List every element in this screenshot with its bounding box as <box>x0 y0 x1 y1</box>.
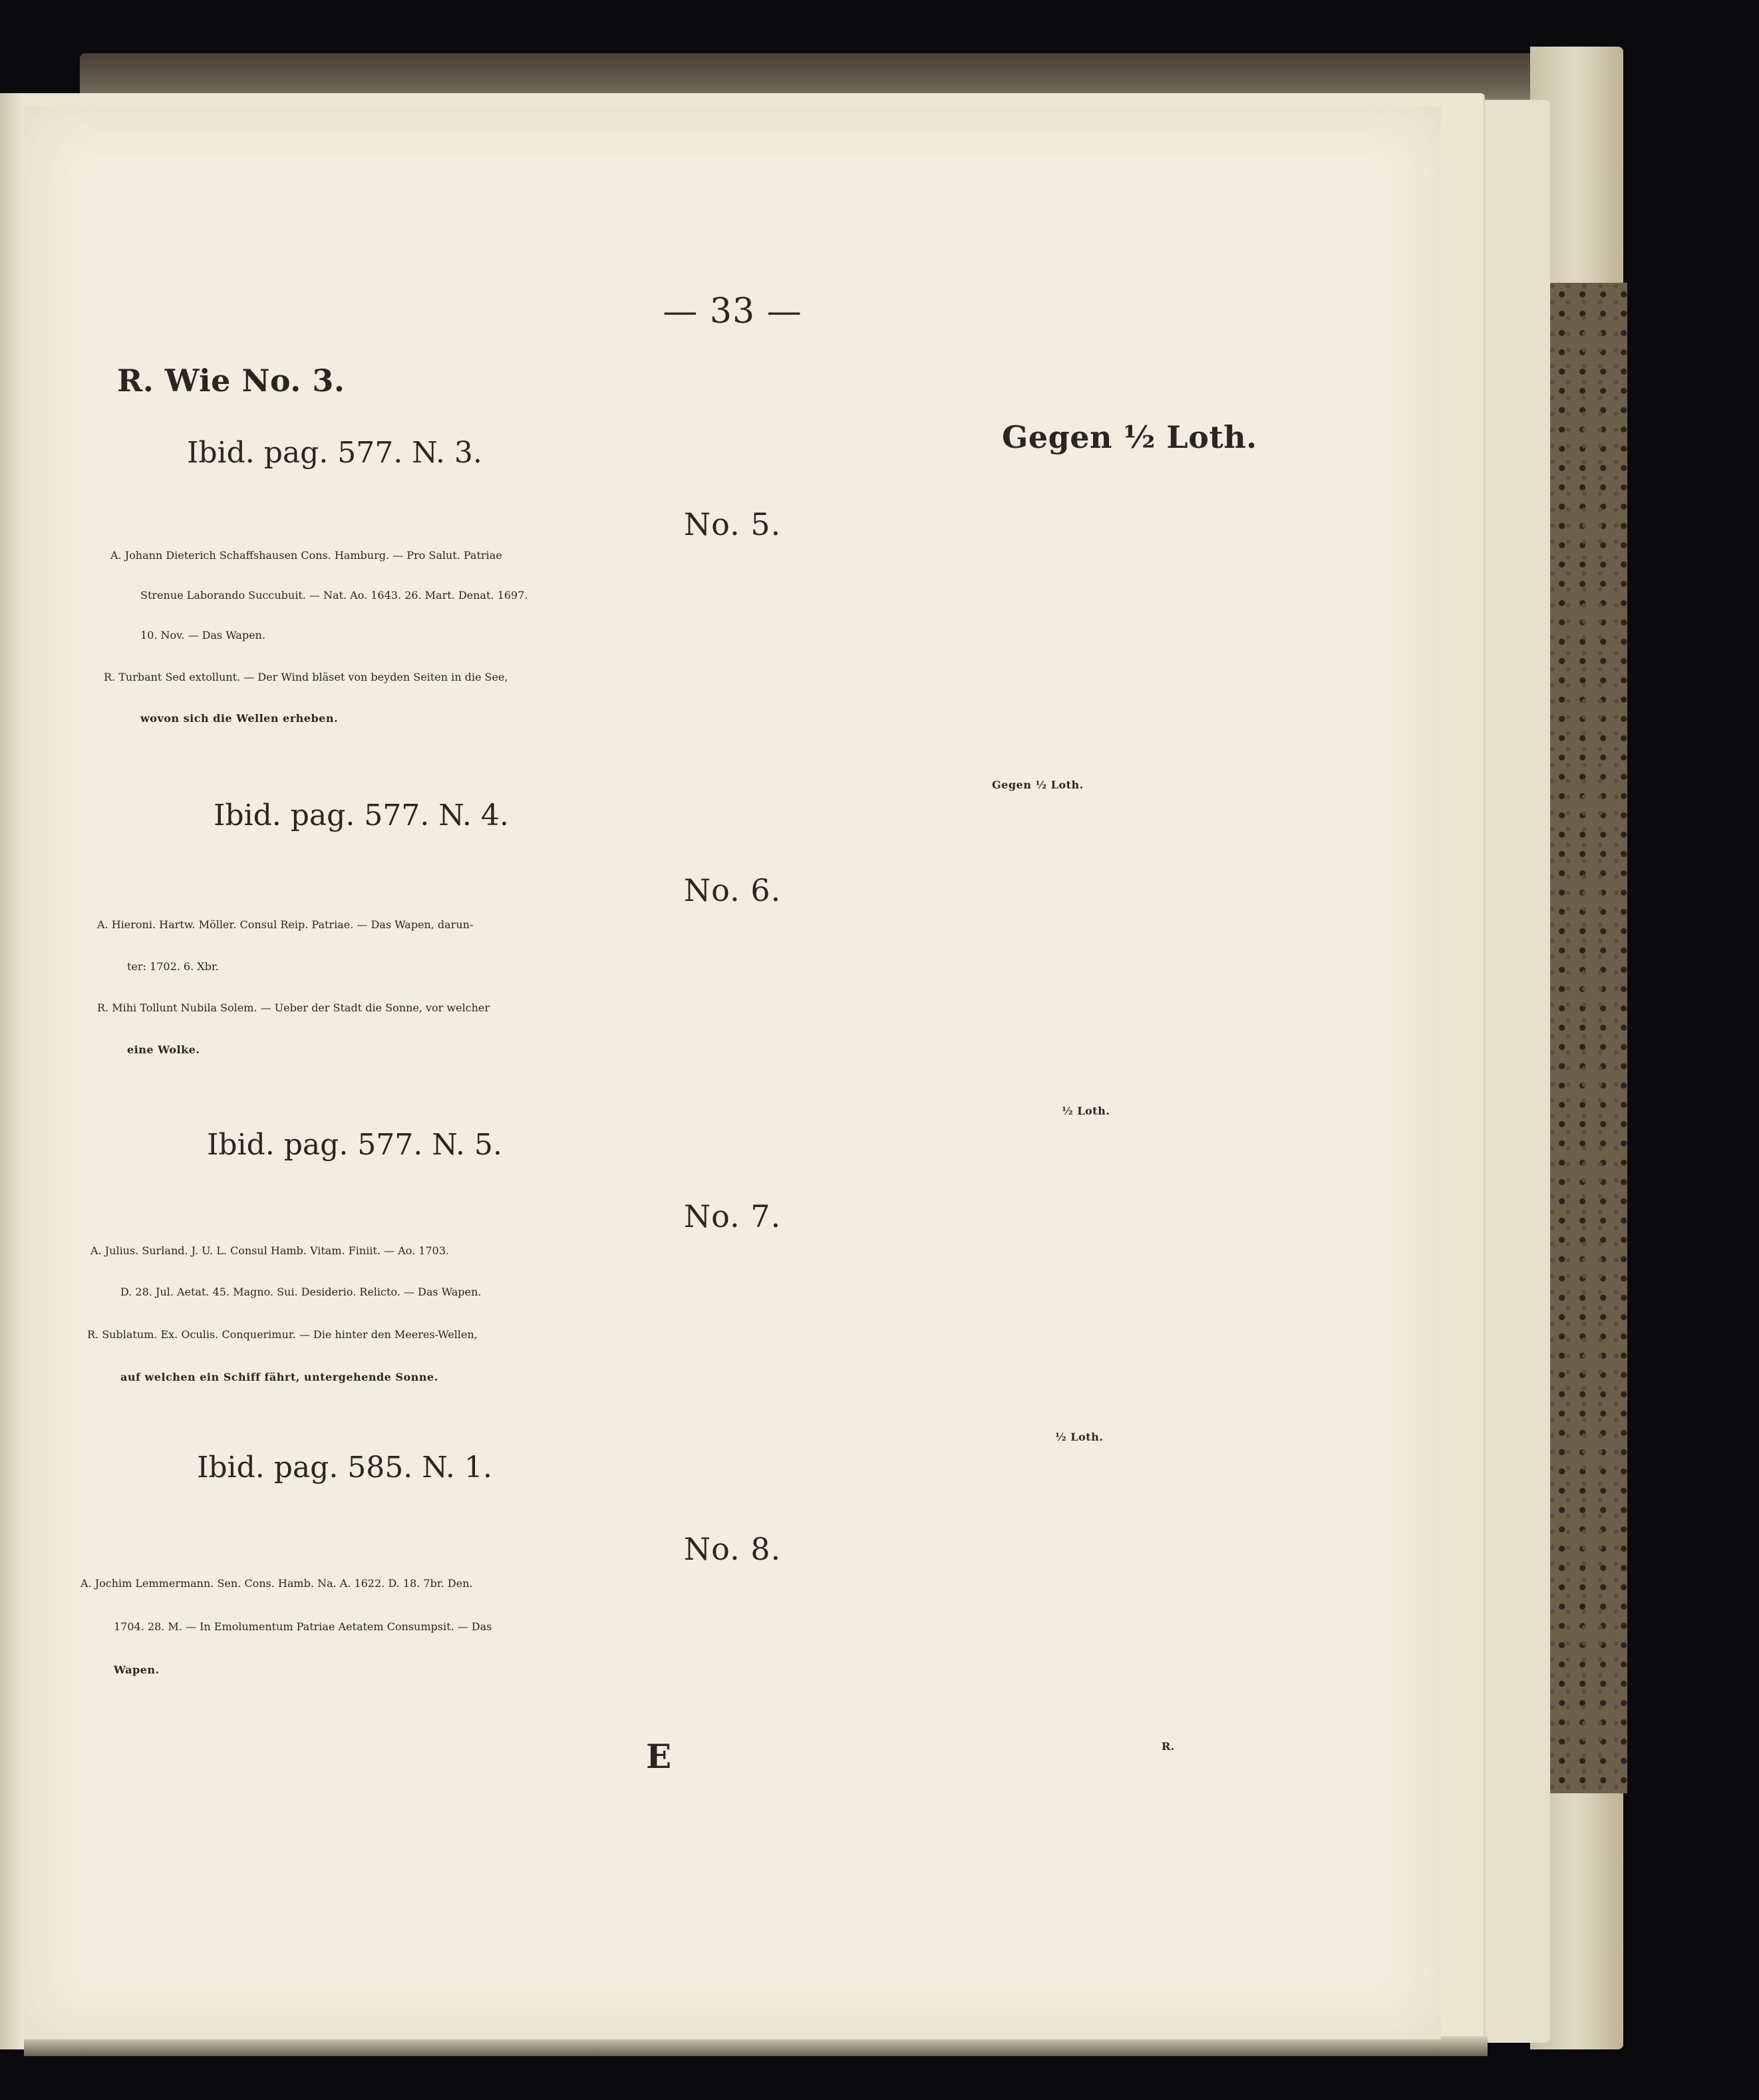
signature-mark: E <box>646 1737 672 1776</box>
text-line: auf welchen ein Schiff fährt, untergehende Sonne. <box>120 1371 438 1383</box>
text-line: eine Wolke. <box>127 1043 200 1056</box>
reverse-line: R. Mihi Tollunt Nubila Solem. — Ueber der Stadt die Sonne, vor welcher <box>97 1001 490 1014</box>
weight-label: ½ Loth. <box>1062 1105 1110 1117</box>
obverse-line: A. Jochim Lemmermann. Sen. Cons. Hamb. Na. A. 1622. D. 18. 7br. Den. <box>80 1577 473 1590</box>
facing-page-edge <box>0 93 24 2049</box>
text-line: Strenue Laborando Succubuit. — Nat. Ao. 1643. 26. Mart. Denat. 1697. <box>140 589 528 602</box>
catchword: R. <box>1162 1740 1175 1753</box>
reference-line: Ibid. pag. 577. N. 5. <box>207 1128 502 1162</box>
text-line: wovon sich die Wellen erheben. <box>140 712 339 725</box>
obverse-line: A. Hieroni. Hartw. Möller. Consul Reip. Patriae. — Das Wapen, darun- <box>97 918 474 931</box>
page-number: — 33 — <box>663 291 802 331</box>
reference-line: Ibid. pag. 577. N. 3. <box>187 436 482 470</box>
reference-line: Ibid. pag. 585. N. 1. <box>197 1451 492 1485</box>
obverse-line: A. Johann Dieterich Schaffshausen Cons. Hamburg. — Pro Salut. Patriae <box>110 549 502 562</box>
entry-heading: No. 6. <box>683 872 782 908</box>
entry-heading: No. 7. <box>683 1198 782 1234</box>
marbled-cover-strip <box>1547 283 1627 1793</box>
text-line: 10. Nov. — Das Wapen. <box>140 629 265 641</box>
text-line: ter: 1702. 6. Xbr. <box>127 960 219 973</box>
weight-label: Gegen ½ Loth. <box>992 779 1084 791</box>
text-line: 1704. 28. M. — In Emolumentum Patriae Aetatem Consumpsit. — Das <box>114 1620 492 1633</box>
reverse-line: R. Sublatum. Ex. Oculis. Conquerimur. — Die hinter den Meeres-Wellen, <box>87 1328 478 1341</box>
reverse-line: R. Wie No. 3. <box>117 363 345 399</box>
entry-heading: No. 8. <box>683 1531 782 1567</box>
entry-heading: No. 5. <box>683 506 782 542</box>
reference-line: Ibid. pag. 577. N. 4. <box>214 798 509 832</box>
obverse-line: A. Julius. Surland. J. U. L. Consul Hamb. Vitam. Finiit. — Ao. 1703. <box>90 1244 449 1257</box>
text-line: D. 28. Jul. Aetat. 45. Magno. Sui. Desiderio. Relicto. — Das Wapen. <box>120 1286 482 1298</box>
weight-label: ½ Loth. <box>1055 1431 1104 1443</box>
weight-label: Gegen ½ Loth. <box>1002 419 1257 455</box>
text-line: Wapen. <box>114 1663 160 1676</box>
book-page <box>24 106 1441 2039</box>
reverse-line: R. Turbant Sed extollunt. — Der Wind bläset von beyden Seiten in die See, <box>104 671 508 683</box>
